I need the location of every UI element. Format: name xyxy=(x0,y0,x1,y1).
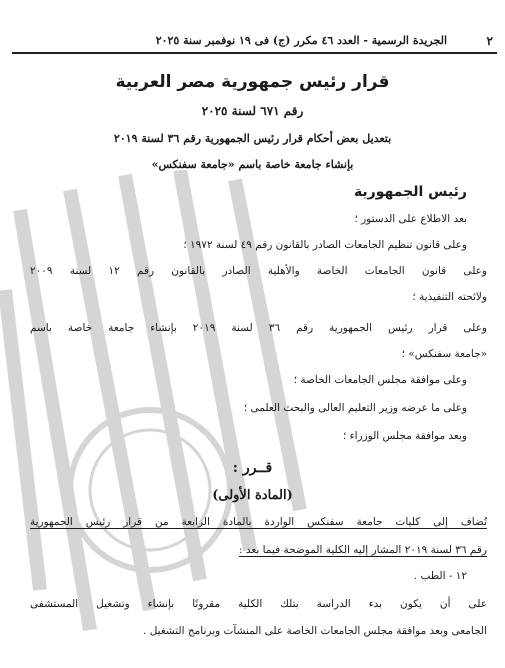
decree-subtitle-line1: بتعديل بعض أحكام قرار رئيس الجمهورية رقم ٣٦ لسنة ٢٠١٩ xyxy=(113,132,392,145)
article-body-line: الجامعى وبعد موافقة مجلس الجامعات الخاصة على المنشآت وبرنامج التشغيل . xyxy=(143,625,487,637)
preamble-line: وعلى موافقة مجلس الجامعات الخاصة ؛ xyxy=(293,374,467,386)
decree-title: قرار رئيس جمهورية مصر العربية xyxy=(115,72,390,92)
preamble-line: بعد الاطلاع على الدستور ؛ xyxy=(354,213,467,225)
decree-subtitle-line2: بإنشاء جامعة خاصة باسم «جامعة سفنكس» xyxy=(151,158,354,171)
article-body-line: ١٢ - الطب . xyxy=(413,570,467,582)
preamble-line: وبعد موافقة مجلس الوزراء ؛ xyxy=(343,430,467,442)
preamble-line: وعلى قرار رئيس الجمهورية رقم ٣٦ لسنة ٢٠١٩ بإنشاء جامعة خاصة باسم xyxy=(30,322,487,334)
decree-number: رقم ٦٧١ لسنة ٢٠٢٥ xyxy=(201,104,304,118)
president-heading: رئيس الجمهورية xyxy=(353,184,467,200)
preamble-line: وعلى قانون تنظيم الجامعات الصادر بالقانون رقم ٤٩ لسنة ١٩٧٢ ؛ xyxy=(183,239,467,251)
preamble-line: وعلى قانون الجامعات الخاصة والأهلية الصادر بالقانون رقم ١٢ لسنة ٢٠٠٩ xyxy=(30,265,487,277)
header-divider xyxy=(12,52,497,54)
article-body-line: رقم ٣٦ لسنة ٢٠١٩ المشار إليه الكلية الموضحة فيما بعد : xyxy=(238,544,487,556)
gazette-header: الجريدة الرسمية - العدد ٤٦ مكرر (ج) فى ١٩ نوفمبر سنة ٢٠٢٥ xyxy=(155,34,447,47)
article-title: (المادة الأولى) xyxy=(212,488,293,503)
page-number: ٢ xyxy=(486,34,493,48)
article-body-line: تُضاف إلى كليات جامعة سفنكس الواردة بالمادة الرابعة من قرار رئيس الجمهورية xyxy=(30,516,487,528)
preamble-line: وعلى ما عرضه وزير التعليم العالى والبحث العلمى ؛ xyxy=(243,402,467,414)
preamble-line: «جامعة سفنكس» ؛ xyxy=(401,348,487,360)
preamble-line: ولائحته التنفيذية ؛ xyxy=(412,291,487,303)
article-body-line: على أن يكون بدء الدراسة بتلك الكلية مقرونًا بإنشاء وتشغيل المستشفى xyxy=(30,598,487,610)
decree-word: قــرر : xyxy=(232,460,273,476)
